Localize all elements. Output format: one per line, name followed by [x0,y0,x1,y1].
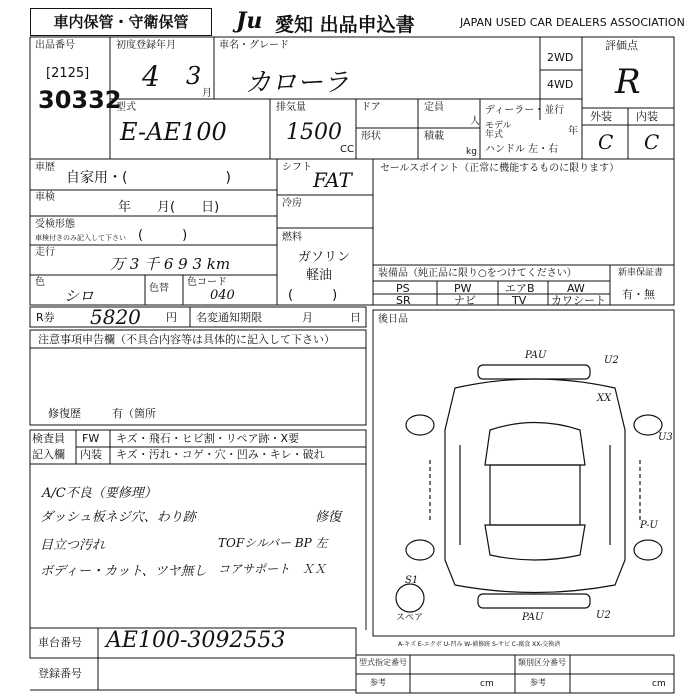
mark-right: U3 [658,432,673,443]
equip-aw: AW [567,282,585,295]
model-designation-label: 型式指定番号 [359,658,407,667]
rating-value: R [615,62,641,102]
equip-navi: ナビ [454,294,476,307]
chassis-value: AE100-3092553 [106,628,286,653]
fw-text: キズ・飛石・ヒビ割・リペア跡・X要 [116,432,300,445]
note-line-1: A/C不良（要修理） [42,486,157,501]
acceptance-label: 受検形態 [35,219,75,230]
notes-label: 注意事項申告欄（不具合内容等は具体的に記入して下さい） [38,333,335,346]
interior-value: C [644,130,660,154]
year-unit: 年 [568,126,578,137]
fuel-diesel: 軽油 [306,268,333,283]
reference-label-2: 参考 [530,678,546,687]
shift-value: FAT [313,168,352,192]
mark-front-right: U2 [604,355,619,366]
association-name: JAPAN USED CAR DEALERS ASSOCIATION [460,16,685,29]
equip-tv: TV [512,294,527,307]
note-line-3: 目立つ汚れ [40,538,106,553]
inspector-label: 検査員 [32,432,65,445]
repair-label: 修復歴 [48,407,81,420]
car-name-label: 車名・グレード [219,40,289,51]
fuel-paren: ( ) [288,288,338,303]
repair-value: 有（箇所 [112,407,156,420]
form-title: 愛知 出品申込書 [275,14,415,36]
storage-label: 車内保管・守衛保管 [30,8,212,36]
mileage-value: 万 3 千 6 9 3 km [110,255,231,273]
car-name-value: カローラ [245,68,350,98]
mark-front: PAU [525,350,547,361]
warranty-label: 新車保証書 [618,268,664,278]
interior-check-label: 内装 [80,448,102,461]
ju-logo: Ju [236,8,263,34]
history-label: 車歴 [35,162,55,173]
model-label: 型式 [116,102,136,113]
recycle-value: 5820 [90,305,141,329]
color-label: 色 [35,277,45,288]
load-unit: kg [466,147,477,157]
spare-label: スペア [396,613,424,623]
lot-sub-number: [2125] [46,66,90,81]
damage-legend: A-キズ E-エクボ U-凹み W-補修跡 S-サビ C-腐食 XX-交換済 [398,641,561,648]
shape-label: 形状 [361,131,381,142]
lot-number: 30332 [38,86,122,114]
mileage-label: 走行 [35,247,55,258]
mark-rear-right: P-U [640,520,658,531]
note-line-5: 修復 [315,510,342,525]
entry-label: 記入欄 [32,448,65,461]
handle-label: ハンドル 左・右 [485,144,559,155]
exterior-label: 外装 [590,110,612,123]
notice-month: 月 [302,311,313,324]
color-code-label: 色コード [187,277,227,288]
equip-ps: PS [396,282,410,295]
month-unit: 月 [202,88,212,99]
rating-label: 評価点 [605,39,638,52]
note-line-4: ボディー・カット、ツヤ無し [40,564,207,579]
registration-month: 3 [186,62,202,90]
warranty-value: 有・無 [622,288,655,301]
equipment-label: 装備品（純正品に限り○をつけてください） [378,268,577,279]
inspection-label: 車検 [35,192,55,203]
sales-point-label: セールスポイント（正常に機能するものに限ります） [380,163,620,174]
lot-label: 出品番号 [35,40,75,51]
color-change-label: 色替 [149,283,169,294]
note-line-7: コアサポート ＸＸ [218,562,327,576]
reg-number-label: 登録番号 [38,667,82,680]
fuel-label: 燃料 [282,232,302,243]
fuel-gasoline: ガソリン [298,250,351,265]
displacement-unit: CC [340,144,354,155]
cooler-label: 冷房 [282,198,302,209]
4wd-label: 4WD [547,78,574,91]
equip-seat: カワシート [551,294,606,307]
notice-day: 日 [350,311,361,324]
chassis-label: 車台番号 [38,636,82,649]
classification-label: 類別区分番号 [518,658,566,667]
registration-year: 4 [142,60,160,93]
dealer-parallel: ディーラー・並行 [485,105,565,116]
equip-airbag: エアB [505,282,535,295]
displacement-value: 1500 [286,120,342,145]
cm-label-1: cm [480,679,494,689]
model-year: モデル年式 [485,121,512,140]
note-line-2: ダッシュ板ネジ穴、わり跡 [40,510,196,525]
fw-label: FW [82,432,100,445]
capacity-unit: 人 [470,116,480,127]
acceptance-paren: ( ) [138,228,188,243]
recycle-unit: 円 [166,311,177,324]
mark-rear-corner: U2 [596,610,611,621]
registration-label: 初度登録年月 [116,40,176,51]
capacity-label: 定員 [424,102,444,113]
interior-check-text: キズ・汚れ・コゲ・穴・凹み・キレ・破れ [116,448,325,461]
later-label: 後日品 [378,314,408,325]
shift-label: シフト [282,162,312,173]
notice-label: 名変通知期限 [196,311,262,324]
reference-label-1: 参考 [370,678,386,687]
color-value: シロ [64,287,95,305]
history-value: 自家用・( ) [66,170,231,186]
model-value: E-AE100 [120,118,227,146]
exterior-value: C [598,130,614,154]
load-label: 積載 [424,131,444,142]
acceptance-note: 車検付きのみ記入して下さい [35,234,126,242]
2wd-label: 2WD [547,51,574,64]
mark-xx: XX [597,393,612,404]
mark-rear: PAU [522,612,544,623]
equip-pw: PW [454,282,472,295]
color-code-value: 040 [210,288,235,303]
interior-label: 内装 [636,110,658,123]
note-line-6: TOFシルバー BP 左 [218,536,328,550]
door-label: ドア [361,102,381,113]
mark-left-rear: S1 [405,575,419,586]
displacement-label: 排気量 [276,102,306,113]
recycle-label: R券 [36,311,55,324]
inspection-value: 年 月( 日) [118,200,220,215]
car-diagram [396,365,662,612]
equip-sr: SR [396,294,411,307]
cm-label-2: cm [652,679,666,689]
